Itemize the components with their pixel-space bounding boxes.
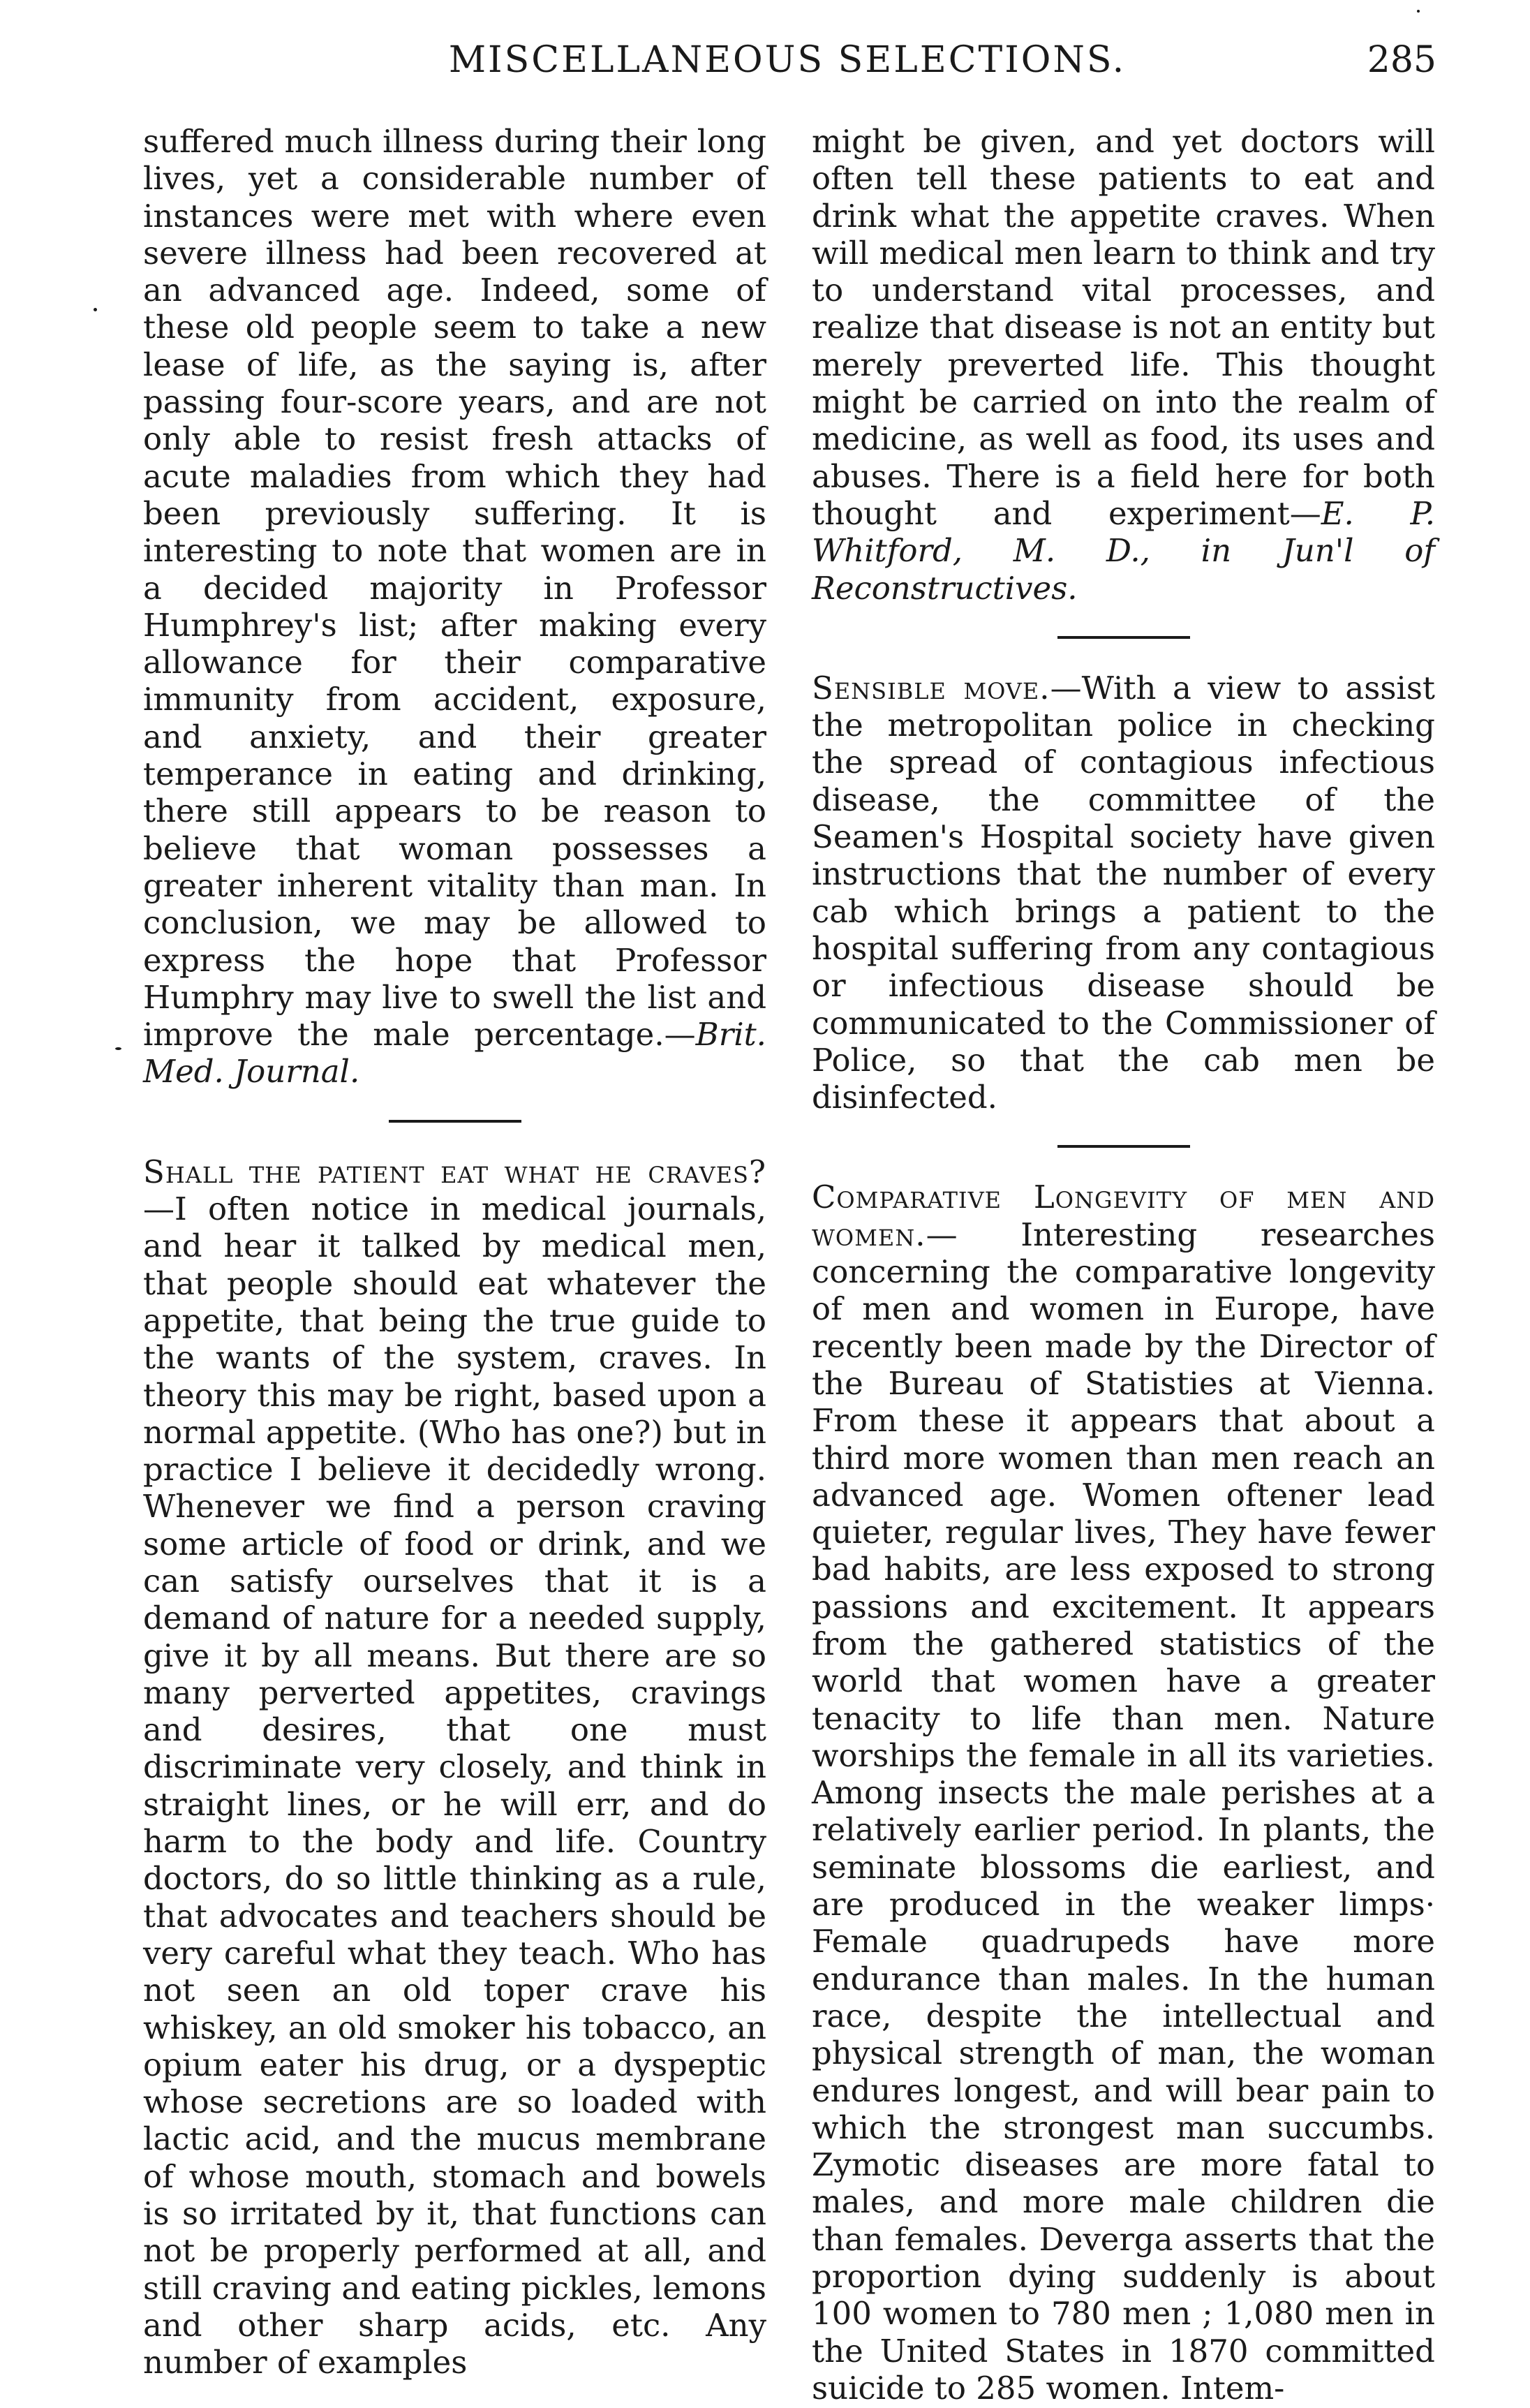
page-number: 285 [1367, 39, 1436, 81]
article-comparative-longevity [812, 1179, 1435, 2407]
article-sensible-move [812, 670, 1435, 1116]
article-body: suffered much illness during their long lives, yet a considerable number of instances were met with where even severe illness had been recovered at an advanced age. Indeed, some of these old people seem to take a new lease of life, as the saying is, after passing four-score years, and are not only able to resist fresh attacks of acute maladies from which they had been previously suffering. It is interesting to note that women are in a decided majority in Professor Humphrey's list; after making every allowance for their comparative immunity from accident, exposure, and anxiety, and their greater temperance in eating and drinking, there still appears to be reason to believe that woman possesses a greater inherent vitality than man. In conclusion, we may be allowed to express the hope that Professor Humphry may live to swell the list and improve the male percentage.— [143, 123, 766, 1054]
article-longevity-continued [143, 123, 766, 1091]
section-divider [1057, 636, 1190, 639]
print-speck [115, 1047, 121, 1050]
running-title: MISCELLANEOUS SELECTIONS. [448, 39, 1127, 81]
article-source: E. P. Whitford, M. D., in Jun'l of Reconstructives. [812, 494, 1435, 607]
print-speck [1417, 10, 1420, 13]
article-source: Brit. Med. Journal. [143, 1016, 766, 1091]
article-shall-the-patient [143, 1153, 766, 2381]
article-body: might be given, and yet doctors will often tell these patients to eat and drink what the appetite craves. When will medical men learn to think and try to understand vital processes, and realize that disease is not an entity but merely preverted life. This thought might be carried on into the realm of medicine, as well as food, its uses and abuses. There is a field here for both thought and experiment— [812, 123, 1435, 532]
article-shall-the-patient-continued [812, 123, 1435, 607]
page-header [138, 39, 1436, 95]
section-divider [389, 1120, 521, 1123]
article-heading: Shall the patient eat what he craves? [143, 1153, 766, 1190]
left-column [143, 123, 766, 2381]
article-heading: Comparative Longevity of men and women. [812, 1179, 1435, 1253]
article-body: —With a view to assist the metropolitan police in checking the spread of contagious infectious disease, the committee of the Seamen's Hospital society have given instructions that the number of every cab which brings a patient to the hospital suffering from any contagious or infectious disease should be communicated to the Commissioner of Police, so that the cab men be disinfected. [812, 669, 1436, 1116]
article-body: —I often notice in medical journals, and hear it talked by medical men, that people should eat whatever the appetite, that being the true guide to the wants of the system, craves. In theory this may be right, based upon a normal appetite. (Who has one?) but in practice I believe it decidedly wrong. Whenever we find a person craving some article of food or drink, and we can satisfy ourselves that it is a demand of nature for a needed supply, give it by all means. But there are so many perverted appetites, cravings and desires, that one must discriminate very closely, and think in straight lines, or he will err, and do harm to the body and life. Country doctors, do so little thinking as a rule, that advocates and teachers should be very careful what they teach. Who has not seen an old toper crave his whiskey, an old smoker his tobacco, an opium eater his drug, or a dyspeptic whose secretions are so loaded with lactic acid, and the mucus membrane of whose mouth, stomach and bowels is so irritated by it, that functions can not be properly performed at all, and still craving and eating pickles, lemons and other sharp acids, etc. Any number of examples [143, 1190, 766, 2381]
section-divider [1057, 1145, 1190, 1148]
right-column [812, 123, 1435, 2407]
print-speck [94, 308, 97, 311]
article-heading: Sensible move. [812, 669, 1050, 707]
article-body: — Interesting researches concerning the comparative longevity of men and women in Europe, have recently been made by the Director of the Bureau of Statisties at Vienna. From these it appears that about a third more women than men reach an advanced age. Women oftener lead quieter, regular lives, They have fewer bad habits, are less exposed to strong passions and excitement. It appears from the gathered statistics of the world that women have a greater tenacity to life than men. Nature worships the female in all its varieties. Among insects the male perishes at a relatively earlier period. In plants, the seminate blossoms die earliest, and are produced in the weaker limps· Female quadrupeds have more endurance than males. In the human race, despite the intellectual and physical strength of man, the woman endures longest, and will bear pain to which the strongest man succumbs. Zymotic diseases are more fatal to males, and more male children die than females. Deverga asserts that the proportion dying suddenly is about 100 women to 780 men ; 1,080 men in the United States in 1870 committed suicide to 285 women. Intem- [812, 1216, 1435, 2407]
